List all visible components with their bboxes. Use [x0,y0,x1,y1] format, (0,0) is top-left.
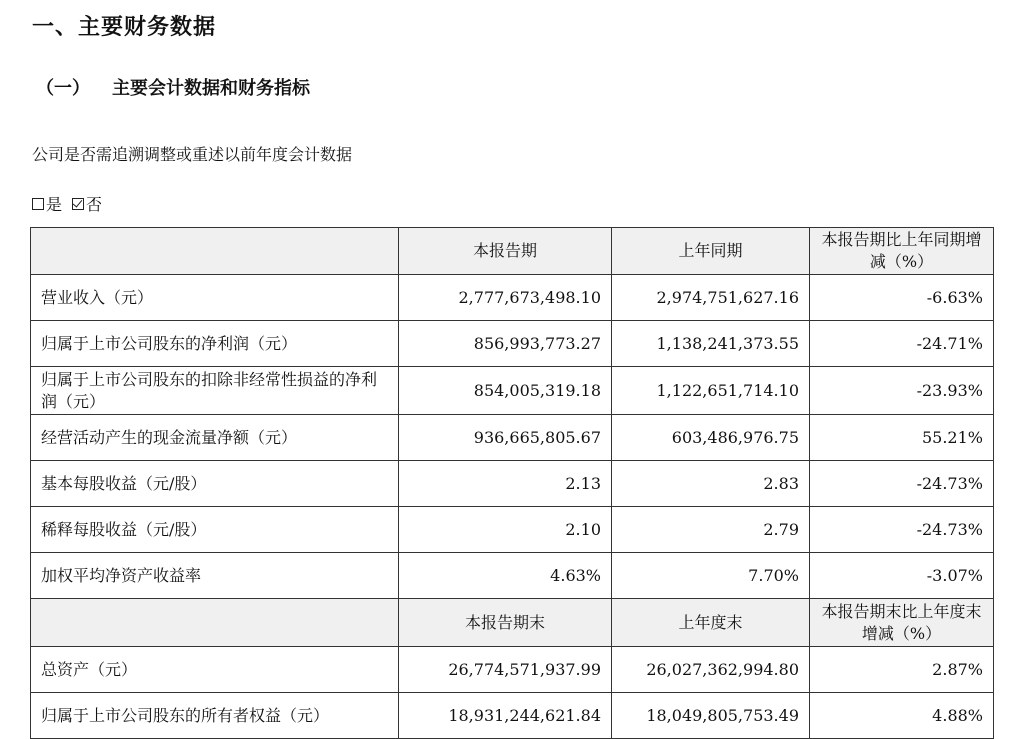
change-value: 2.87% [810,647,994,693]
current-value: 936,665,805.67 [399,415,612,461]
current-value: 26,774,571,937.99 [399,647,612,693]
checkbox-no[interactable] [72,198,84,210]
column-header: 上年同期 [612,228,810,275]
header-blank [31,599,399,647]
column-header: 本报告期末 [399,599,612,647]
prior-value: 26,027,362,994.80 [612,647,810,693]
prior-value: 18,049,805,753.49 [612,693,810,739]
current-value: 4.63% [399,553,612,599]
prior-value: 2.83 [612,461,810,507]
table-row [31,461,994,507]
prior-value: 7.70% [612,553,810,599]
row-label: 归属于上市公司股东的净利润（元） [31,321,399,367]
row-label: 经营活动产生的现金流量净额（元） [31,415,399,461]
subsection-heading [36,74,310,100]
table-row [31,367,994,415]
row-label: 归属于上市公司股东的扣除非经常性损益的净利润（元） [31,367,399,415]
current-value: 2,777,673,498.10 [399,275,612,321]
header-blank [31,228,399,275]
financial-data-table [30,227,994,739]
column-header: 本报告期 [399,228,612,275]
table-header-row [31,228,994,275]
column-header: 上年度末 [612,599,810,647]
row-label: 营业收入（元） [31,275,399,321]
prior-value: 2,974,751,627.16 [612,275,810,321]
column-header: 本报告期末比上年度末增减（%） [810,599,994,647]
prior-value: 603,486,976.75 [612,415,810,461]
current-value: 18,931,244,621.84 [399,693,612,739]
restatement-options [32,192,112,215]
change-value: -23.93% [810,367,994,415]
change-value: 4.88% [810,693,994,739]
prior-value: 1,122,651,714.10 [612,367,810,415]
row-label: 总资产（元） [31,647,399,693]
subsection-title: 主要会计数据和财务指标 [112,78,310,99]
row-label: 归属于上市公司股东的所有者权益（元） [31,693,399,739]
current-value: 856,993,773.27 [399,321,612,367]
table-header-row [31,599,994,647]
table-row [31,553,994,599]
table-row [31,647,994,693]
table-row [31,275,994,321]
option-no-label: 否 [86,195,103,214]
row-label: 加权平均净资产收益率 [31,553,399,599]
option-yes-label: 是 [46,195,63,214]
section-title: 一、主要财务数据 [32,15,217,40]
table-row [31,415,994,461]
subsection-number: （一） [36,78,90,99]
current-value: 2.10 [399,507,612,553]
change-value: -24.71% [810,321,994,367]
current-value: 2.13 [399,461,612,507]
change-value: -24.73% [810,507,994,553]
change-value: 55.21% [810,415,994,461]
restatement-question: 公司是否需追溯调整或重述以前年度会计数据 [32,145,353,164]
change-value: -24.73% [810,461,994,507]
option-yes[interactable] [32,192,62,215]
prior-value: 1,138,241,373.55 [612,321,810,367]
current-value: 854,005,319.18 [399,367,612,415]
change-value: -6.63% [810,275,994,321]
row-label: 稀释每股收益（元/股） [31,507,399,553]
checkbox-yes[interactable] [32,198,44,210]
column-header: 本报告期比上年同期增减（%） [810,228,994,275]
change-value: -3.07% [810,553,994,599]
option-no[interactable] [72,192,102,215]
prior-value: 2.79 [612,507,810,553]
row-label: 基本每股收益（元/股） [31,461,399,507]
table-row [31,507,994,553]
table-row [31,693,994,739]
table-row [31,321,994,367]
